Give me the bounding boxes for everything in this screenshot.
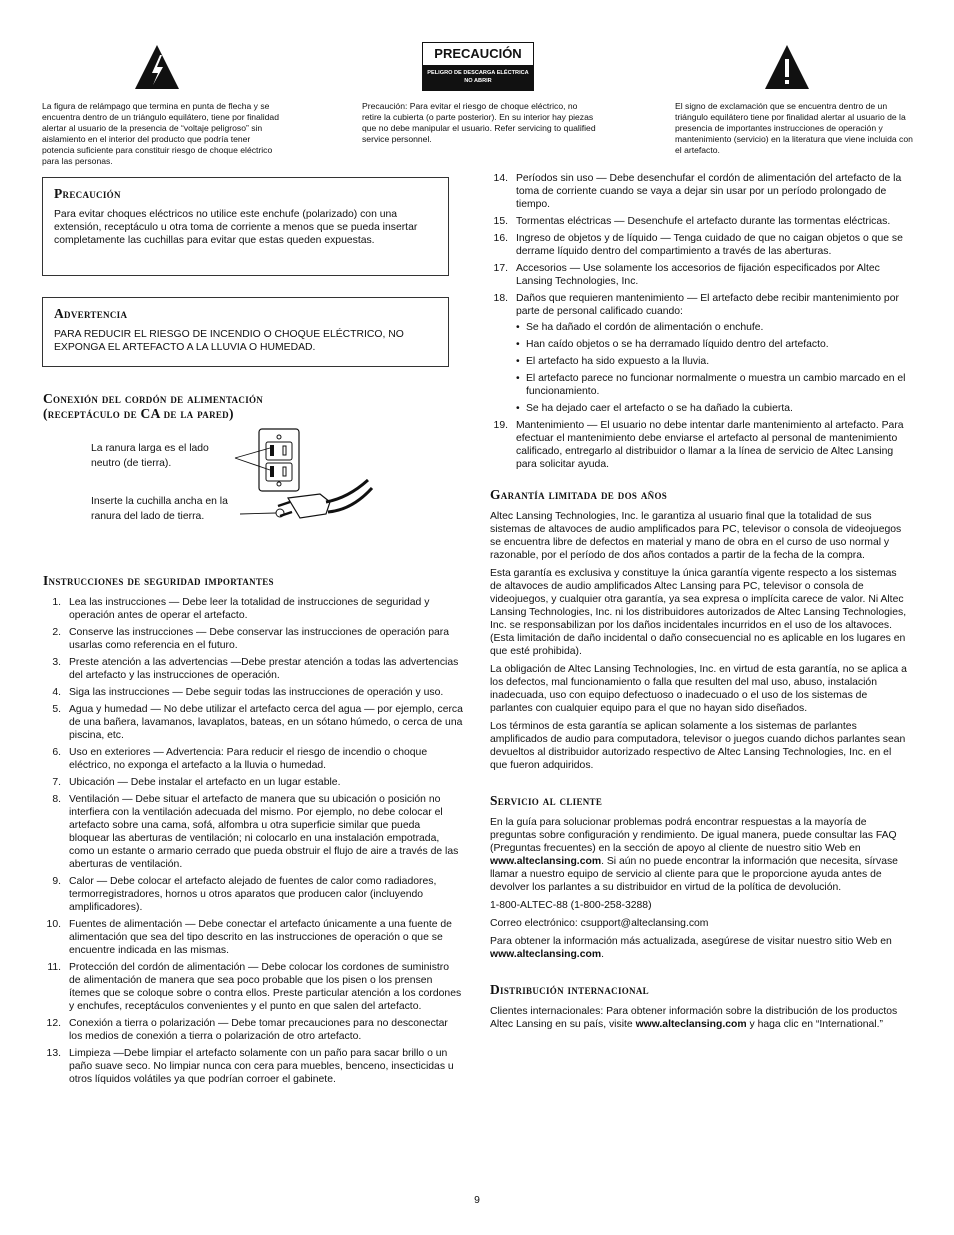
instruction-number: 6. bbox=[52, 747, 61, 758]
instruction-item bbox=[43, 596, 463, 622]
caution-label-title: PRECAUCIÓN bbox=[434, 46, 522, 61]
caution-label-sub1: PELIGRO DE DESCARGA ELÉCTRICA bbox=[427, 70, 529, 76]
garantia-body bbox=[490, 510, 910, 772]
conexion-title-line2: (receptáculo de CA de la pared) bbox=[43, 406, 234, 421]
distribucion-url-link[interactable]: www.alteclansing.com bbox=[635, 1019, 747, 1030]
right-column bbox=[490, 172, 910, 1036]
instruction-number: 13. bbox=[46, 1048, 61, 1059]
caution-symbol-text: Precaución: Para evitar el riesgo de choque eléctrico, no retire la cubierta (o parte posterior). En su interior hay piezas que no debe manipular el usuario. Refer servicing to qualified service personnel. bbox=[362, 101, 596, 144]
servicio-p2 bbox=[490, 935, 910, 961]
instruction-item bbox=[43, 1047, 463, 1086]
instrucciones-section bbox=[43, 573, 463, 1090]
servicio-p1-end: . Si aún no puede encontrar la información que necesita, sírvase llamar a nuestro equipo de servicio al cliente para que le proporcione ayuda antes de devolver los parlantes a su distribuidor en virtud de la política de devolución. bbox=[490, 856, 898, 893]
instruction-text: Tormentas eléctricas — Desenchufe el artefacto durante las tormentas eléctricas. bbox=[516, 216, 891, 227]
caution-label-sub2: NO ABRIR bbox=[464, 78, 492, 84]
instruction-item bbox=[43, 686, 463, 699]
damage-condition-item: • El artefacto parece no funcionar normalmente o muestra un cambio marcado en el funcionamiento. bbox=[516, 372, 910, 398]
garantia-title: Garantía limitada de dos años bbox=[490, 487, 668, 502]
instruction-text: Ingreso de objetos y de líquido — Tenga cuidado de que no caigan objetos o que se derrame líquido dentro del compartimiento a través de las aberturas. bbox=[516, 233, 903, 257]
damage-conditions-list bbox=[516, 321, 910, 415]
servicio-url-link[interactable]: www.alteclansing.com bbox=[490, 856, 602, 867]
garantia-p3: La obligación de Altec Lansing Technologies, Inc. en virtud de esta garantía, no se aplica a los defectos, mal funcionamiento o falla que resulten del mal uso, abuso, instalación inadecuada, uso con equipo defectuoso o inadecuado o el uso de los sistemas de parlantes con cualquier equipo para el que no hayan sido diseñados. bbox=[490, 664, 907, 714]
instruction-item bbox=[490, 215, 910, 228]
advertencia-title: Advertencia bbox=[54, 306, 128, 321]
conexion-title-line1: Conexión del cordón de alimentación bbox=[43, 391, 264, 406]
conexion-label-blade: Inserte la cuchilla ancha en la ranura del lado de tierra. bbox=[91, 496, 228, 522]
instruction-number: 5. bbox=[52, 704, 61, 715]
instruction-text: Preste atención a las advertencias —Debe prestar atención a todas las advertencias del artefacto y las instrucciones de operación. bbox=[69, 657, 459, 681]
servicio-email: Correo electrónico: csupport@alteclansing.com bbox=[490, 918, 709, 929]
damage-condition-item: • Han caído objetos o se ha derramado líquido dentro del artefacto. bbox=[516, 338, 910, 351]
page-number: 9 bbox=[474, 1195, 480, 1206]
instruction-number: 10. bbox=[46, 919, 61, 930]
instruction-text: Protección del cordón de alimentación — Debe colocar los cordones de suministro de alimentación de manera que sea poco probable que los pisen o los prensen ítemes que se coloque sobre o contra ellos. Preste particular atención a los cordones y enchufes, receptáculos convenientes y el punto en que salen del artefacto. bbox=[69, 962, 462, 1012]
instruction-number: 4. bbox=[52, 687, 61, 698]
precaucion-text: Para evitar choques eléctricos no utilice este enchufe (polarizado) con una extensión, receptáculo u otra toma de corriente a menos que se pueda insertar completamente las cuchillas para evitar que estas queden expuestas. bbox=[54, 209, 418, 246]
instruction-item bbox=[43, 961, 463, 1013]
instruction-item bbox=[43, 626, 463, 652]
lightning-triangle-icon bbox=[133, 43, 181, 91]
advertencia-box bbox=[42, 297, 449, 367]
instruction-text: Conexión a tierra o polarización — Debe tomar precauciones para no desconectar los medios de conexión a tierra o polarización de otro artefacto. bbox=[69, 1018, 448, 1042]
servicio-title: Servicio al cliente bbox=[490, 793, 603, 808]
instruction-item bbox=[490, 292, 910, 415]
instruction-item bbox=[490, 419, 910, 471]
damage-condition-item: • El artefacto ha sido expuesto a la lluvia. bbox=[516, 355, 910, 368]
instruction-text: Agua y humedad — No debe utilizar el artefacto cerca del agua — por ejemplo, cerca de una bañera, lavamanos, lavaplatos, bateas, en un sótano húmedo, o cerca de una piscina, etc. bbox=[69, 704, 463, 741]
instruction-text: Mantenimiento — El usuario no debe intentar darle mantenimiento al artefacto. Para efectuar el mantenimiento debe enviarse el artefacto al personal de mantenimiento calificado, entregarlo al distribuidor o llamar a la línea de servicio de Altec Lansing para solicitar ayuda. bbox=[516, 420, 904, 470]
instruction-item bbox=[490, 232, 910, 258]
instruction-text: Fuentes de alimentación — Debe conectar el artefacto únicamente a una fuente de alimentación que sea del tipo descrito en las instrucciones de operación o que se encuentre indicada en las mismas. bbox=[69, 919, 452, 956]
instruction-text: Períodos sin uso — Debe desenchufar el cordón de alimentación del artefacto de la toma de corriente cuando se vaya a dejar sin usar por un período prolongado de tiempo. bbox=[516, 173, 902, 210]
distribucion-title: Distribución internacional bbox=[490, 982, 649, 997]
caution-label bbox=[422, 42, 534, 91]
instrucciones-list bbox=[43, 596, 463, 1086]
instruction-item bbox=[43, 703, 463, 742]
outlet-plug-illustration bbox=[230, 428, 380, 532]
instruction-item bbox=[43, 746, 463, 772]
garantia-p4: Los términos de esta garantía se aplican solamente a los sistemas de parlantes amplificados de audio para computadora, televisor o juegos cuando dichos parlantes sean devueltos al distribuidor autorizado respectivo de Altec Lansing Technologies, Inc. en el que fueron adquiridos. bbox=[490, 721, 906, 771]
servicio-p2-end: . bbox=[601, 949, 604, 960]
lightning-symbol-text: La figura de relámpago que termina en punta de flecha y se encuentra dentro de un triángulo equilátero, tiene por finalidad alertar al usuario de la presencia de “voltaje peligroso” sin aislamiento en el interior del producto que podría tener potencia suficiente para constituir riesgo de choque eléctrico para las personas. bbox=[42, 101, 279, 166]
precaucion-box bbox=[42, 177, 449, 276]
caution-label-band bbox=[423, 65, 533, 90]
instruction-item bbox=[43, 776, 463, 789]
servicio-body bbox=[490, 816, 910, 961]
instruction-item bbox=[43, 656, 463, 682]
instruction-number: 8. bbox=[52, 794, 61, 805]
instruction-text: Daños que requieren mantenimiento — El artefacto debe recibir mantenimiento por parte de personal calificado cuando: bbox=[516, 293, 899, 317]
instruction-text: Lea las instrucciones — Debe leer la totalidad de instrucciones de seguridad y operación antes de operar el artefacto. bbox=[69, 597, 430, 621]
servicio-p2-start: Para obtener la información más actualizada, asegúrese de visitar nuestro sitio Web en bbox=[490, 936, 892, 947]
damage-condition-item: • Se ha dañado el cordón de alimentación o enchufe. bbox=[516, 321, 910, 334]
garantia-p1: Altec Lansing Technologies, Inc. le garantiza al usuario final que la totalidad de sus sistemas de altavoces de audio amplificados para PC, televisor o consola de videojuegos se encuentra libre de defectos en material y mano de obra en el curso de uso normal y razonable, por el período de dos años contados a partir de la fecha de la compra. bbox=[490, 511, 902, 561]
instruction-number: 14. bbox=[493, 173, 508, 184]
servicio-p1-start: En la guía para solucionar problemas podrá encontrar respuestas a la mayoría de preguntas sobre configuración y rendimiento. De igual manera, puede consultar las FAQ (Preguntas frecuentes) en la sección de apoyo al cliente de nuestro sitio Web en bbox=[490, 817, 897, 854]
precaucion-title: Precaución bbox=[54, 186, 121, 201]
damage-condition-item: • Se ha dejado caer el artefacto o se ha dañado la cubierta. bbox=[516, 402, 910, 415]
garantia-p2: Esta garantía es exclusiva y constituye la única garantía vigente respecto a los sistemas de altavoces de audio amplificados Altec Lansing para PC, televisor o consola de videojuegos, y cualquier otra garantía, ya sea expresa o implícita carece de valor. Ni Altec Lansing Technologies, Inc. ni los distribuidores autorizados de Altec Lansing Technologies, Inc. se responsabilizan por los daños incidentales incurridos en el uso de los altavoces. (Esta limitación de daño incidental o daño consecuencial no es aplicable en los lugares en que esté prohibida). bbox=[490, 568, 907, 657]
distribucion-p-end: y haga clic en “International.” bbox=[746, 1019, 883, 1030]
instruction-number: 2. bbox=[52, 627, 61, 638]
instruction-number: 3. bbox=[52, 657, 61, 668]
instruction-item bbox=[43, 875, 463, 914]
instruction-number: 12. bbox=[46, 1018, 61, 1029]
servicio-p1 bbox=[490, 816, 910, 894]
instruction-text: Ubicación — Debe instalar el artefacto en un lugar estable. bbox=[69, 777, 341, 788]
servicio-phone: 1-800-ALTEC-88 (1-800-258-3288) bbox=[490, 900, 652, 911]
instruction-number: 17. bbox=[493, 263, 508, 274]
instruction-text: Conserve las instrucciones — Debe conservar las instrucciones de operación para usarlas como referencia en el futuro. bbox=[69, 627, 450, 651]
instruction-number: 18. bbox=[493, 293, 508, 304]
instruction-item bbox=[490, 262, 910, 288]
instrucciones-title: Instrucciones de seguridad importantes bbox=[43, 573, 274, 588]
distribucion-p bbox=[490, 1005, 910, 1031]
distribucion-p-start: Clientes internacionales: Para obtener información sobre la distribución de los productos Altec Lansing en su país, visite bbox=[490, 1006, 898, 1030]
instruction-number: 9. bbox=[52, 876, 61, 887]
instruction-number: 16. bbox=[493, 233, 508, 244]
instruction-number: 11. bbox=[47, 962, 61, 973]
instruction-number: 1. bbox=[52, 597, 61, 608]
conexion-label-neutral: La ranura larga es el lado neutro (de tierra). bbox=[91, 443, 209, 469]
instruction-text: Accesorios — Use solamente los accesorios de fijación especificados por Altec Lansing Technologies, Inc. bbox=[516, 263, 880, 287]
exclamation-triangle-icon bbox=[763, 43, 811, 91]
instruction-item bbox=[43, 793, 463, 871]
instruction-item bbox=[43, 1017, 463, 1043]
instruction-item bbox=[43, 918, 463, 957]
instruction-text: Limpieza —Debe limpiar el artefacto solamente con un paño para sacar brillo o un paño suave seco. No limpiar nunca con cera para muebles, benceno, insecticidas u otros líquidos volátiles ya que podrían corroer el gabinete. bbox=[69, 1048, 454, 1085]
servicio-url-link-2[interactable]: www.alteclansing.com bbox=[490, 949, 602, 960]
instruction-text: Ventilación — Debe situar el artefacto de manera que su ubicación o posición no interfiera con la ventilación adecuada del mismo. Por ejemplo, no debe colocar el artefacto sobre una cama, sofá, alfombra u otra superficie similar que pueda bloquear las aberturas de ventilación; ni colocarlo en una instalación empotrada, como un estante o armario cerrado que pueda obstruir el flujo de aire a través de las aberturas de ventilación. bbox=[69, 794, 459, 870]
instruction-number: 15. bbox=[493, 216, 508, 227]
advertencia-text: PARA REDUCIR EL RIESGO DE INCENDIO O CHOQUE ELÉCTRICO, NO EXPONGA EL ARTEFACTO A LA LLUVIA O HUMEDAD. bbox=[54, 329, 404, 353]
distribucion-body bbox=[490, 1005, 910, 1031]
conexion-section bbox=[43, 391, 443, 421]
instruction-number: 19. bbox=[493, 420, 508, 431]
instruction-number: 7. bbox=[52, 777, 61, 788]
instrucciones-list-continued bbox=[490, 172, 910, 471]
instruction-item bbox=[490, 172, 910, 211]
exclamation-symbol-text: El signo de exclamación que se encuentra dentro de un triángulo equilátero tiene por finalidad alertar al usuario de la presencia de importantes instrucciones de operación y mantenimiento (servicio) en la literatura que viene incluida con el artefacto. bbox=[675, 101, 913, 155]
instruction-text: Siga las instrucciones — Debe seguir todas las instrucciones de operación y uso. bbox=[69, 687, 444, 698]
instruction-text: Uso en exteriores — Advertencia: Para reducir el riesgo de incendio o choque eléctrico, no exponga el artefacto a la lluvia o humedad. bbox=[69, 747, 428, 771]
instruction-text: Calor — Debe colocar el artefacto alejado de fuentes de calor como radiadores, termorregistradores, hornos u otros aparatos que producen calor (incluyendo amplificadores). bbox=[69, 876, 437, 913]
